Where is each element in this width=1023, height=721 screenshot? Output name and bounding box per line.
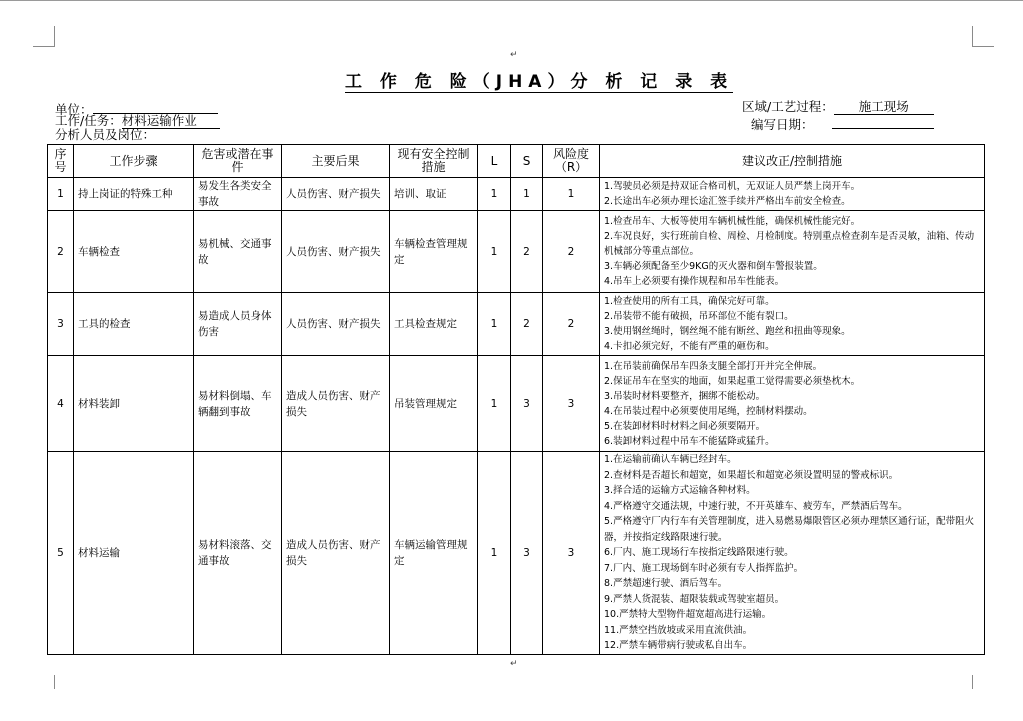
measure-item: 1.驾驶员必须是持双证合格司机，无双证人员严禁上岗开车。: [604, 181, 861, 192]
table-row: [48, 211, 985, 293]
table-row: [48, 293, 985, 356]
cell-existing: 车辆检查管理规定: [390, 211, 478, 293]
measure-item: 2.吊装带不能有破损，吊环部位不能有裂口。: [604, 311, 794, 322]
measure-item: 10.严禁特大型物件超宽超高进行运输。: [604, 609, 772, 621]
measure-item: 4.吊车上必须要有操作规程和吊车性能表。: [604, 276, 785, 287]
paragraph-mark: ↵: [510, 50, 518, 60]
paragraph-mark: ↵: [510, 659, 518, 669]
date-value[interactable]: [832, 115, 934, 129]
cell-l: 1: [478, 293, 511, 356]
cell-consequence: 造成人员伤害、财产损失: [282, 356, 390, 452]
area-label: 区域/工艺过程：: [742, 99, 834, 114]
cell-risk: 2: [543, 211, 600, 293]
cell-seq: 3: [48, 293, 74, 356]
measure-item: 3.择合适的运输方式运输各种材料。: [604, 485, 756, 497]
cell-seq: 2: [48, 211, 74, 293]
measure-item: 1.在吊装前确保吊车四条支腿全部打开并完全伸展。: [604, 360, 823, 372]
cell-existing: 吊装管理规定: [390, 356, 478, 452]
measure-item: 2.长途出车必须办理长途汇签手续并严格出车前安全检查。: [604, 196, 851, 207]
cell-risk: 3: [543, 356, 600, 452]
measure-item: 3.使用钢丝绳时，钢丝绳不能有断丝、跑丝和扭曲等现象。: [604, 326, 851, 337]
analyst-field: [55, 128, 155, 142]
measure-item: 1.在运输前确认车辆已经封车。: [604, 454, 737, 466]
cell-consequence: 人员伤害、财产损失: [282, 178, 390, 211]
cell-existing: 工具检查规定: [390, 293, 478, 356]
table-row: [48, 178, 985, 211]
cell-risk: 2: [543, 293, 600, 356]
cell-s: 2: [511, 293, 543, 356]
page-top-edge: [0, 0, 1023, 1]
cell-step: 车辆检查: [74, 211, 194, 293]
measure-item: 1.检查吊车、大板等使用车辆机械性能，确保机械性能完好。: [604, 216, 861, 227]
table-row: [48, 356, 985, 452]
col-header-measures: 建议改正/控制措施: [600, 145, 985, 178]
cell-hazard: 易机械、交通事故: [194, 211, 282, 293]
col-header-step: 工作步骤: [74, 145, 194, 178]
cell-l: 1: [478, 356, 511, 452]
cell-consequence: 造成人员伤害、财产损失: [282, 452, 390, 655]
measure-item: 2.车况良好，实行班前自检、周检、月检制度。特别重点检查刹车是否灵敏，油箱、传动机械部分等重点部位。: [604, 231, 975, 257]
date-field: [751, 115, 934, 132]
cell-s: 3: [511, 452, 543, 655]
crop-mark-top-right-v: [972, 26, 973, 47]
measure-item: 6.厂内、施工现场行车按指定线路限速行驶。: [604, 547, 794, 559]
col-header-hazard: 危害或潜在事件: [194, 145, 282, 178]
measure-item: 2.查材料是否超长和超宽，如果超长和超宽必须设置明显的警戒标识。: [604, 469, 899, 481]
col-header-s: S: [511, 145, 543, 178]
crop-mark-top-left-h: [33, 46, 55, 47]
cell-l: 1: [478, 452, 511, 655]
col-header-seq: 序号: [48, 145, 74, 178]
cell-seq: 4: [48, 356, 74, 452]
measure-item: 5.严格遵守厂内行车有关管理制度，进入易燃易爆限管区必须办理禁区通行证，配带阻火器，并按指定线路限速行驶。: [604, 516, 975, 543]
cell-s: 3: [511, 356, 543, 452]
cell-measures: [600, 356, 985, 452]
cell-step: 材料装卸: [74, 356, 194, 452]
table-row: [48, 452, 985, 655]
jha-table: [47, 144, 985, 655]
col-header-existing: 现有安全控制措施: [390, 145, 478, 178]
measure-item: 11.严禁空挡放坡或采用直流供油。: [604, 624, 753, 636]
date-label: 编写日期：: [751, 117, 814, 132]
table-header-row: [48, 145, 985, 178]
cell-step: 持上岗证的特殊工种: [74, 178, 194, 211]
measure-item: 7.厂内、施工现场倒车时必须有专人指挥监护。: [604, 562, 804, 574]
crop-mark-top-left-v: [54, 26, 55, 47]
page-title: 工 作 危 险（JHA）分 析 记 录 表: [345, 72, 734, 92]
col-header-consequence: 主要后果: [282, 145, 390, 178]
task-label: 工作/任务：: [55, 113, 122, 128]
cell-measures: [600, 211, 985, 293]
cell-seq: 1: [48, 178, 74, 211]
col-header-risk: 风险度（R）: [543, 145, 600, 178]
measure-item: 2.保证吊车在坚实的地面，如果起重工觉得需要必须垫枕木。: [604, 375, 861, 387]
measure-item: 4.在吊装过程中必须要使用尾绳，控制材料摆动。: [604, 405, 813, 417]
measure-item: 1.检查使用的所有工具，确保完好可靠。: [604, 296, 775, 307]
cell-existing: 培训、取证: [390, 178, 478, 211]
col-header-l: L: [478, 145, 511, 178]
crop-mark-top-right-h: [972, 46, 994, 47]
area-value[interactable]: 施工现场: [834, 100, 934, 115]
cell-l: 1: [478, 211, 511, 293]
cell-consequence: 人员伤害、财产损失: [282, 211, 390, 293]
cell-s: 2: [511, 211, 543, 293]
cell-measures: [600, 178, 985, 211]
measure-item: 12.严禁车辆带病行驶或私自出车。: [604, 640, 753, 652]
cell-hazard: 易材料滚落、交通事故: [194, 452, 282, 655]
cell-risk: 3: [543, 452, 600, 655]
unit-label: 单位：: [55, 102, 93, 117]
cell-consequence: 人员伤害、财产损失: [282, 293, 390, 356]
cell-existing: 车辆运输管理规定: [390, 452, 478, 655]
cell-s: 1: [511, 178, 543, 211]
cell-seq: 5: [48, 452, 74, 655]
measure-item: 3.吊装时材料要整齐，捆绑不能松动。: [604, 390, 766, 402]
cell-step: 工具的检查: [74, 293, 194, 356]
cell-risk: 1: [543, 178, 600, 211]
cell-measures: [600, 293, 985, 356]
cell-measures: [600, 452, 985, 655]
unit-value[interactable]: [93, 100, 218, 114]
measure-item: 9.严禁人货混装、超限装载或驾驶室超员。: [604, 593, 785, 605]
measure-item: 6.装卸材料过程中吊车不能猛降或猛升。: [604, 435, 775, 447]
cell-l: 1: [478, 178, 511, 211]
measure-item: 4.严格遵守交通法规，中速行驶，不开英雄车、疲劳车，严禁酒后驾车。: [604, 500, 908, 512]
cell-hazard: 易材料倒塌、车辆翻到事故: [194, 356, 282, 452]
measure-item: 3.车辆必须配备至少9KG的灭火器和倒车警报装置。: [604, 261, 823, 272]
task-value[interactable]: 材料运输作业: [122, 114, 220, 129]
cell-step: 材料运输: [74, 452, 194, 655]
cell-hazard: 易造成人员身体伤害: [194, 293, 282, 356]
measure-item: 5.在装卸材料时材料之间必须要隔开。: [604, 420, 766, 432]
crop-mark-bottom-left: [54, 675, 55, 689]
measure-item: 8.严禁超速行驶、酒后驾车。: [604, 578, 728, 590]
analyst-label: 分析人员及岗位：: [55, 127, 156, 142]
cell-hazard: 易发生各类安全事故: [194, 178, 282, 211]
measure-item: 4.卡扣必须完好，不能有严重的砸伤和。: [604, 341, 775, 352]
crop-mark-bottom-right: [972, 675, 973, 689]
area-field: [742, 100, 934, 115]
